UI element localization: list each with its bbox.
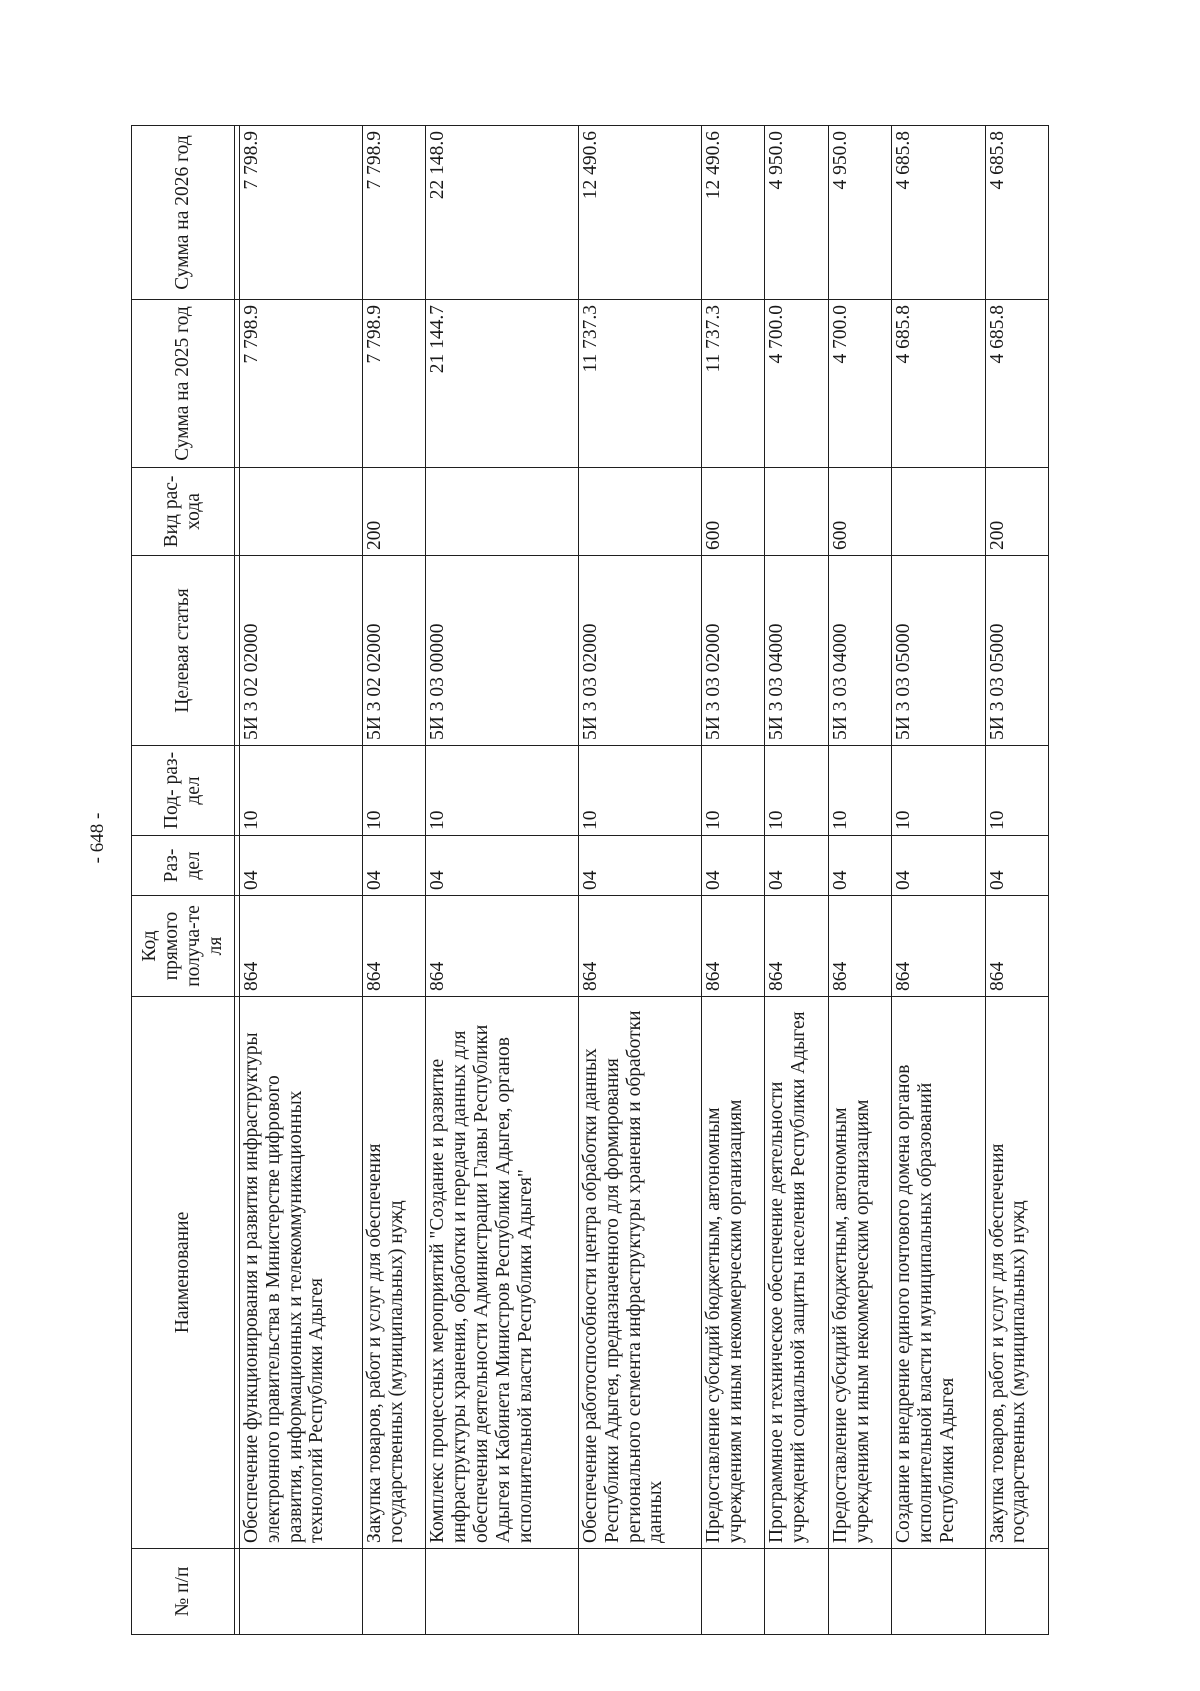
subsection-cell: 10 — [828, 746, 891, 836]
target-article-cell: 5И 3 03 00000 — [426, 556, 579, 746]
section-cell: 04 — [892, 836, 985, 896]
target-article-cell: 5И 3 02 02000 — [362, 556, 425, 746]
name-cell: Закупка товаров, работ и услуг для обеспечения государственных (муниципальных) нужд — [362, 997, 425, 1549]
table-row — [701, 126, 764, 1635]
header-expense-type: Вид рас- хода — [132, 468, 235, 556]
row-number-cell — [765, 1549, 828, 1635]
table-row — [426, 126, 579, 1635]
header-recipient-code: Код прямого получа-те ля — [132, 896, 235, 997]
recipient-code-cell: 864 — [985, 896, 1049, 997]
target-article-cell: 5И 3 02 02000 — [240, 556, 363, 746]
subsection-cell: 10 — [240, 746, 363, 836]
expense-type-cell: 600 — [701, 468, 764, 556]
row-number-cell — [362, 1549, 425, 1635]
target-article-cell: 5И 3 03 05000 — [892, 556, 985, 746]
table-row — [578, 126, 701, 1635]
section-cell: 04 — [701, 836, 764, 896]
sum-2025-cell: 7 798.9 — [362, 300, 425, 468]
table-row — [828, 126, 891, 1635]
header-subsection: Под- раз- дел — [132, 746, 235, 836]
target-article-cell: 5И 3 03 04000 — [765, 556, 828, 746]
section-cell: 04 — [578, 836, 701, 896]
row-number-cell — [426, 1549, 579, 1635]
name-cell: Предоставление субсидий бюджетным, автономным учреждениям и иным некоммерческим организациям — [828, 997, 891, 1549]
subsection-cell: 10 — [426, 746, 579, 836]
page-number: - 648 - — [87, 812, 108, 864]
sum-2026-cell: 7 798.9 — [362, 126, 425, 300]
subsection-cell: 10 — [765, 746, 828, 836]
expense-type-cell — [578, 468, 701, 556]
recipient-code-cell: 864 — [765, 896, 828, 997]
name-cell: Создание и внедрение единого почтового домена органов исполнительной власти и муниципальных образований Республики Адыгея — [892, 997, 985, 1549]
recipient-code-cell: 864 — [240, 896, 363, 997]
sum-2026-cell: 4 685.8 — [892, 126, 985, 300]
recipient-code-cell: 864 — [426, 896, 579, 997]
header-sum-2026: Сумма на 2026 год — [132, 126, 235, 300]
sum-2025-cell: 11 737.3 — [701, 300, 764, 468]
expense-type-cell: 200 — [985, 468, 1049, 556]
row-number-cell — [985, 1549, 1049, 1635]
sum-2025-cell: 4 700.0 — [828, 300, 891, 468]
header-no: № п/п — [132, 1549, 235, 1635]
row-number-cell — [578, 1549, 701, 1635]
sum-2025-cell: 4 700.0 — [765, 300, 828, 468]
subsection-cell: 10 — [892, 746, 985, 836]
section-cell: 04 — [362, 836, 425, 896]
expense-type-cell — [765, 468, 828, 556]
sum-2025-cell: 4 685.8 — [892, 300, 985, 468]
rotated-table-wrapper — [131, 126, 1049, 1635]
header-section: Раз- дел — [132, 836, 235, 896]
table-row — [985, 126, 1049, 1635]
expense-type-cell: 600 — [828, 468, 891, 556]
target-article-cell: 5И 3 03 02000 — [701, 556, 764, 746]
section-cell: 04 — [828, 836, 891, 896]
row-number-cell — [240, 1549, 363, 1635]
subsection-cell: 10 — [701, 746, 764, 836]
section-cell: 04 — [985, 836, 1049, 896]
sum-2026-cell: 12 490.6 — [578, 126, 701, 300]
section-cell: 04 — [240, 836, 363, 896]
section-cell: 04 — [426, 836, 579, 896]
name-cell: Комплекс процессных мероприятий "Создание и развитие инфраструктуры хранения, обработки и передачи данных для обеспечения деятельности Администрации Главы Республики Адыгея и Кабинета Министров Республики Адыгея, органов исполнительной власти Республики Адыгея" — [426, 997, 579, 1549]
row-number-cell — [828, 1549, 891, 1635]
header-name: Наименование — [132, 997, 235, 1549]
sum-2026-cell: 4 685.8 — [985, 126, 1049, 300]
sum-2026-cell: 12 490.6 — [701, 126, 764, 300]
name-cell: Обеспечение функционирования и развития инфраструктуры электронного правительства в Министерстве цифрового развития, информационных и телекоммуникационных технологий Республики Адыгея — [240, 997, 363, 1549]
target-article-cell: 5И 3 03 05000 — [985, 556, 1049, 746]
header-target-article: Целевая статья — [132, 556, 235, 746]
target-article-cell: 5И 3 03 02000 — [578, 556, 701, 746]
subsection-cell: 10 — [578, 746, 701, 836]
table-body — [235, 126, 1049, 1635]
sum-2025-cell: 7 798.9 — [240, 300, 363, 468]
name-cell: Предоставление субсидий бюджетным, автономным учреждениям и иным некоммерческим организациям — [701, 997, 764, 1549]
name-cell: Обеспечение работоспособности центра обработки данных Республики Адыгея, предназначенного для формирования регионального сегмента инфраструктуры хранения и обработки данных — [578, 997, 701, 1549]
sum-2026-cell: 4 950.0 — [828, 126, 891, 300]
table-row — [362, 126, 425, 1635]
table-row — [240, 126, 363, 1635]
sum-2026-cell: 4 950.0 — [765, 126, 828, 300]
sum-2025-cell: 11 737.3 — [578, 300, 701, 468]
recipient-code-cell: 864 — [701, 896, 764, 997]
name-cell: Программное и техническое обеспечение деятельности учреждений социальной защиты населения Республики Адыгея — [765, 997, 828, 1549]
budget-table — [131, 125, 1049, 1635]
header-sum-2025: Сумма на 2025 год — [132, 300, 235, 468]
table-header — [132, 126, 235, 1635]
expense-type-cell — [426, 468, 579, 556]
recipient-code-cell: 864 — [362, 896, 425, 997]
table-row — [765, 126, 828, 1635]
expense-type-cell — [892, 468, 985, 556]
sum-2025-cell: 4 685.8 — [985, 300, 1049, 468]
subsection-cell: 10 — [985, 746, 1049, 836]
subsection-cell: 10 — [362, 746, 425, 836]
table-row — [892, 126, 985, 1635]
target-article-cell: 5И 3 03 04000 — [828, 556, 891, 746]
sum-2025-cell: 21 144.7 — [426, 300, 579, 468]
sum-2026-cell: 7 798.9 — [240, 126, 363, 300]
recipient-code-cell: 864 — [578, 896, 701, 997]
section-cell: 04 — [765, 836, 828, 896]
name-cell: Закупка товаров, работ и услуг для обеспечения государственных (муниципальных) нужд — [985, 997, 1049, 1549]
expense-type-cell: 200 — [362, 468, 425, 556]
sum-2026-cell: 22 148.0 — [426, 126, 579, 300]
recipient-code-cell: 864 — [828, 896, 891, 997]
expense-type-cell — [240, 468, 363, 556]
row-number-cell — [892, 1549, 985, 1635]
row-number-cell — [701, 1549, 764, 1635]
recipient-code-cell: 864 — [892, 896, 985, 997]
